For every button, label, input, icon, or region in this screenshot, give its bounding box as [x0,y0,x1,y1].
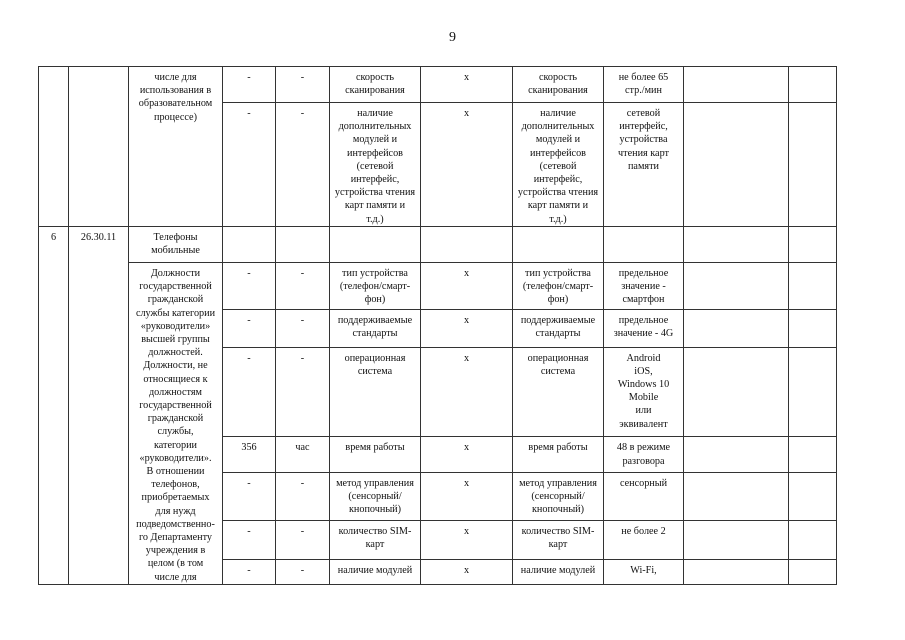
page-number: 9 [449,30,456,45]
requirements-table [38,66,837,585]
cell-number [39,67,69,227]
cell-unit-code: - [223,310,276,348]
cell-unit-name: - [276,310,330,348]
cell-unit-code: - [223,347,276,437]
cell-gov-value: x [421,347,513,437]
cell-unit-name: - [276,521,330,560]
cell-unit-name: - [276,67,330,103]
cell-empty [684,310,789,348]
cell-characteristic-dept: поддерживаемые стандарты [513,310,604,348]
cell-empty [276,227,330,263]
cell-gov-value: x [421,521,513,560]
cell-unit-name: - [276,559,330,584]
cell-characteristic-dept: время работы [513,437,604,473]
cell-empty [789,473,837,521]
cell-empty [684,103,789,227]
cell-empty [684,437,789,473]
cell-unit-code: - [223,67,276,103]
cell-empty [789,347,837,437]
cell-unit-code: - [223,559,276,584]
cell-characteristic-dept: тип устройства (телефон/смарт- фон) [513,263,604,310]
cell-empty [789,67,837,103]
cell-description: Должности государственной гражданской службы категории «руководители» высшей группы должностей. Должности, не относящиеся к должностям государственной гражданской службы, категории «руководители». В отношении телефонов, приобретаемых для нужд подведомственно- го Департаменту учреждения в целом (в том числе для [129,263,223,585]
cell-gov-value: x [421,437,513,473]
cell-unit-name: - [276,103,330,227]
cell-value: сетевой интерфейс, устройства чтения карт памяти [604,103,684,227]
cell-characteristic-dept: наличие дополнительных модулей и интерфейсов (сетевой интерфейс, устройства чтения карт памяти и т.д.) [513,103,604,227]
cell-characteristic-dept: операционная система [513,347,604,437]
cell-unit-code: - [223,521,276,560]
cell-unit-name: час [276,437,330,473]
cell-empty [604,227,684,263]
cell-characteristic-dept: скорость сканирования [513,67,604,103]
cell-empty [421,227,513,263]
cell-okpd: 26.30.11 [69,227,129,585]
cell-empty [684,227,789,263]
cell-empty [684,559,789,584]
cell-value: 48 в режиме разговора [604,437,684,473]
cell-gov-value: x [421,263,513,310]
cell-characteristic: наличие дополнительных модулей и интерфейсов (сетевой интерфейс, устройства чтения карт памяти и т.д.) [330,103,421,227]
cell-characteristic-dept: количество SIM- карт [513,521,604,560]
cell-empty [789,437,837,473]
cell-unit-name: - [276,473,330,521]
cell-characteristic: метод управления (сенсорный/ кнопочный) [330,473,421,521]
cell-empty [684,67,789,103]
cell-unit-code: 356 [223,437,276,473]
cell-value: сенсорный [604,473,684,521]
cell-empty [789,521,837,560]
cell-characteristic: операционная система [330,347,421,437]
cell-empty [789,263,837,310]
table-row [39,227,837,263]
cell-empty [513,227,604,263]
cell-empty [684,473,789,521]
cell-characteristic: время работы [330,437,421,473]
cell-empty [330,227,421,263]
cell-unit-name: - [276,263,330,310]
cell-value: Wi-Fi, [604,559,684,584]
cell-empty [223,227,276,263]
cell-characteristic: поддерживаемые стандарты [330,310,421,348]
cell-empty [789,227,837,263]
cell-characteristic: наличие модулей [330,559,421,584]
table-row [39,263,837,310]
cell-empty [789,103,837,227]
cell-value: не более 2 [604,521,684,560]
cell-characteristic: скорость сканирования [330,67,421,103]
cell-characteristic-dept: наличие модулей [513,559,604,584]
cell-okpd [69,67,129,227]
cell-description: числе для использования в образовательном процессе) [129,67,223,227]
cell-number: 6 [39,227,69,585]
cell-gov-value: x [421,103,513,227]
table-row [39,67,837,103]
cell-empty [789,559,837,584]
cell-value: предельное значение - смартфон [604,263,684,310]
cell-characteristic-dept: метод управления (сенсорный/ кнопочный) [513,473,604,521]
cell-characteristic: количество SIM- карт [330,521,421,560]
cell-unit-code: - [223,473,276,521]
cell-unit-code: - [223,103,276,227]
cell-unit-code: - [223,263,276,310]
cell-gov-value: x [421,310,513,348]
cell-characteristic: тип устройства (телефон/смарт- фон) [330,263,421,310]
cell-value: предельное значение - 4G [604,310,684,348]
cell-gov-value: x [421,473,513,521]
cell-gov-value: x [421,67,513,103]
cell-empty [684,521,789,560]
cell-empty [789,310,837,348]
cell-empty [684,347,789,437]
cell-value: не более 65 стр./мин [604,67,684,103]
cell-gov-value: x [421,559,513,584]
cell-unit-name: - [276,347,330,437]
cell-value: Android iOS, Windows 10 Mobile или эквивалент [604,347,684,437]
cell-product-name: Телефоны мобильные [129,227,223,263]
cell-empty [684,263,789,310]
